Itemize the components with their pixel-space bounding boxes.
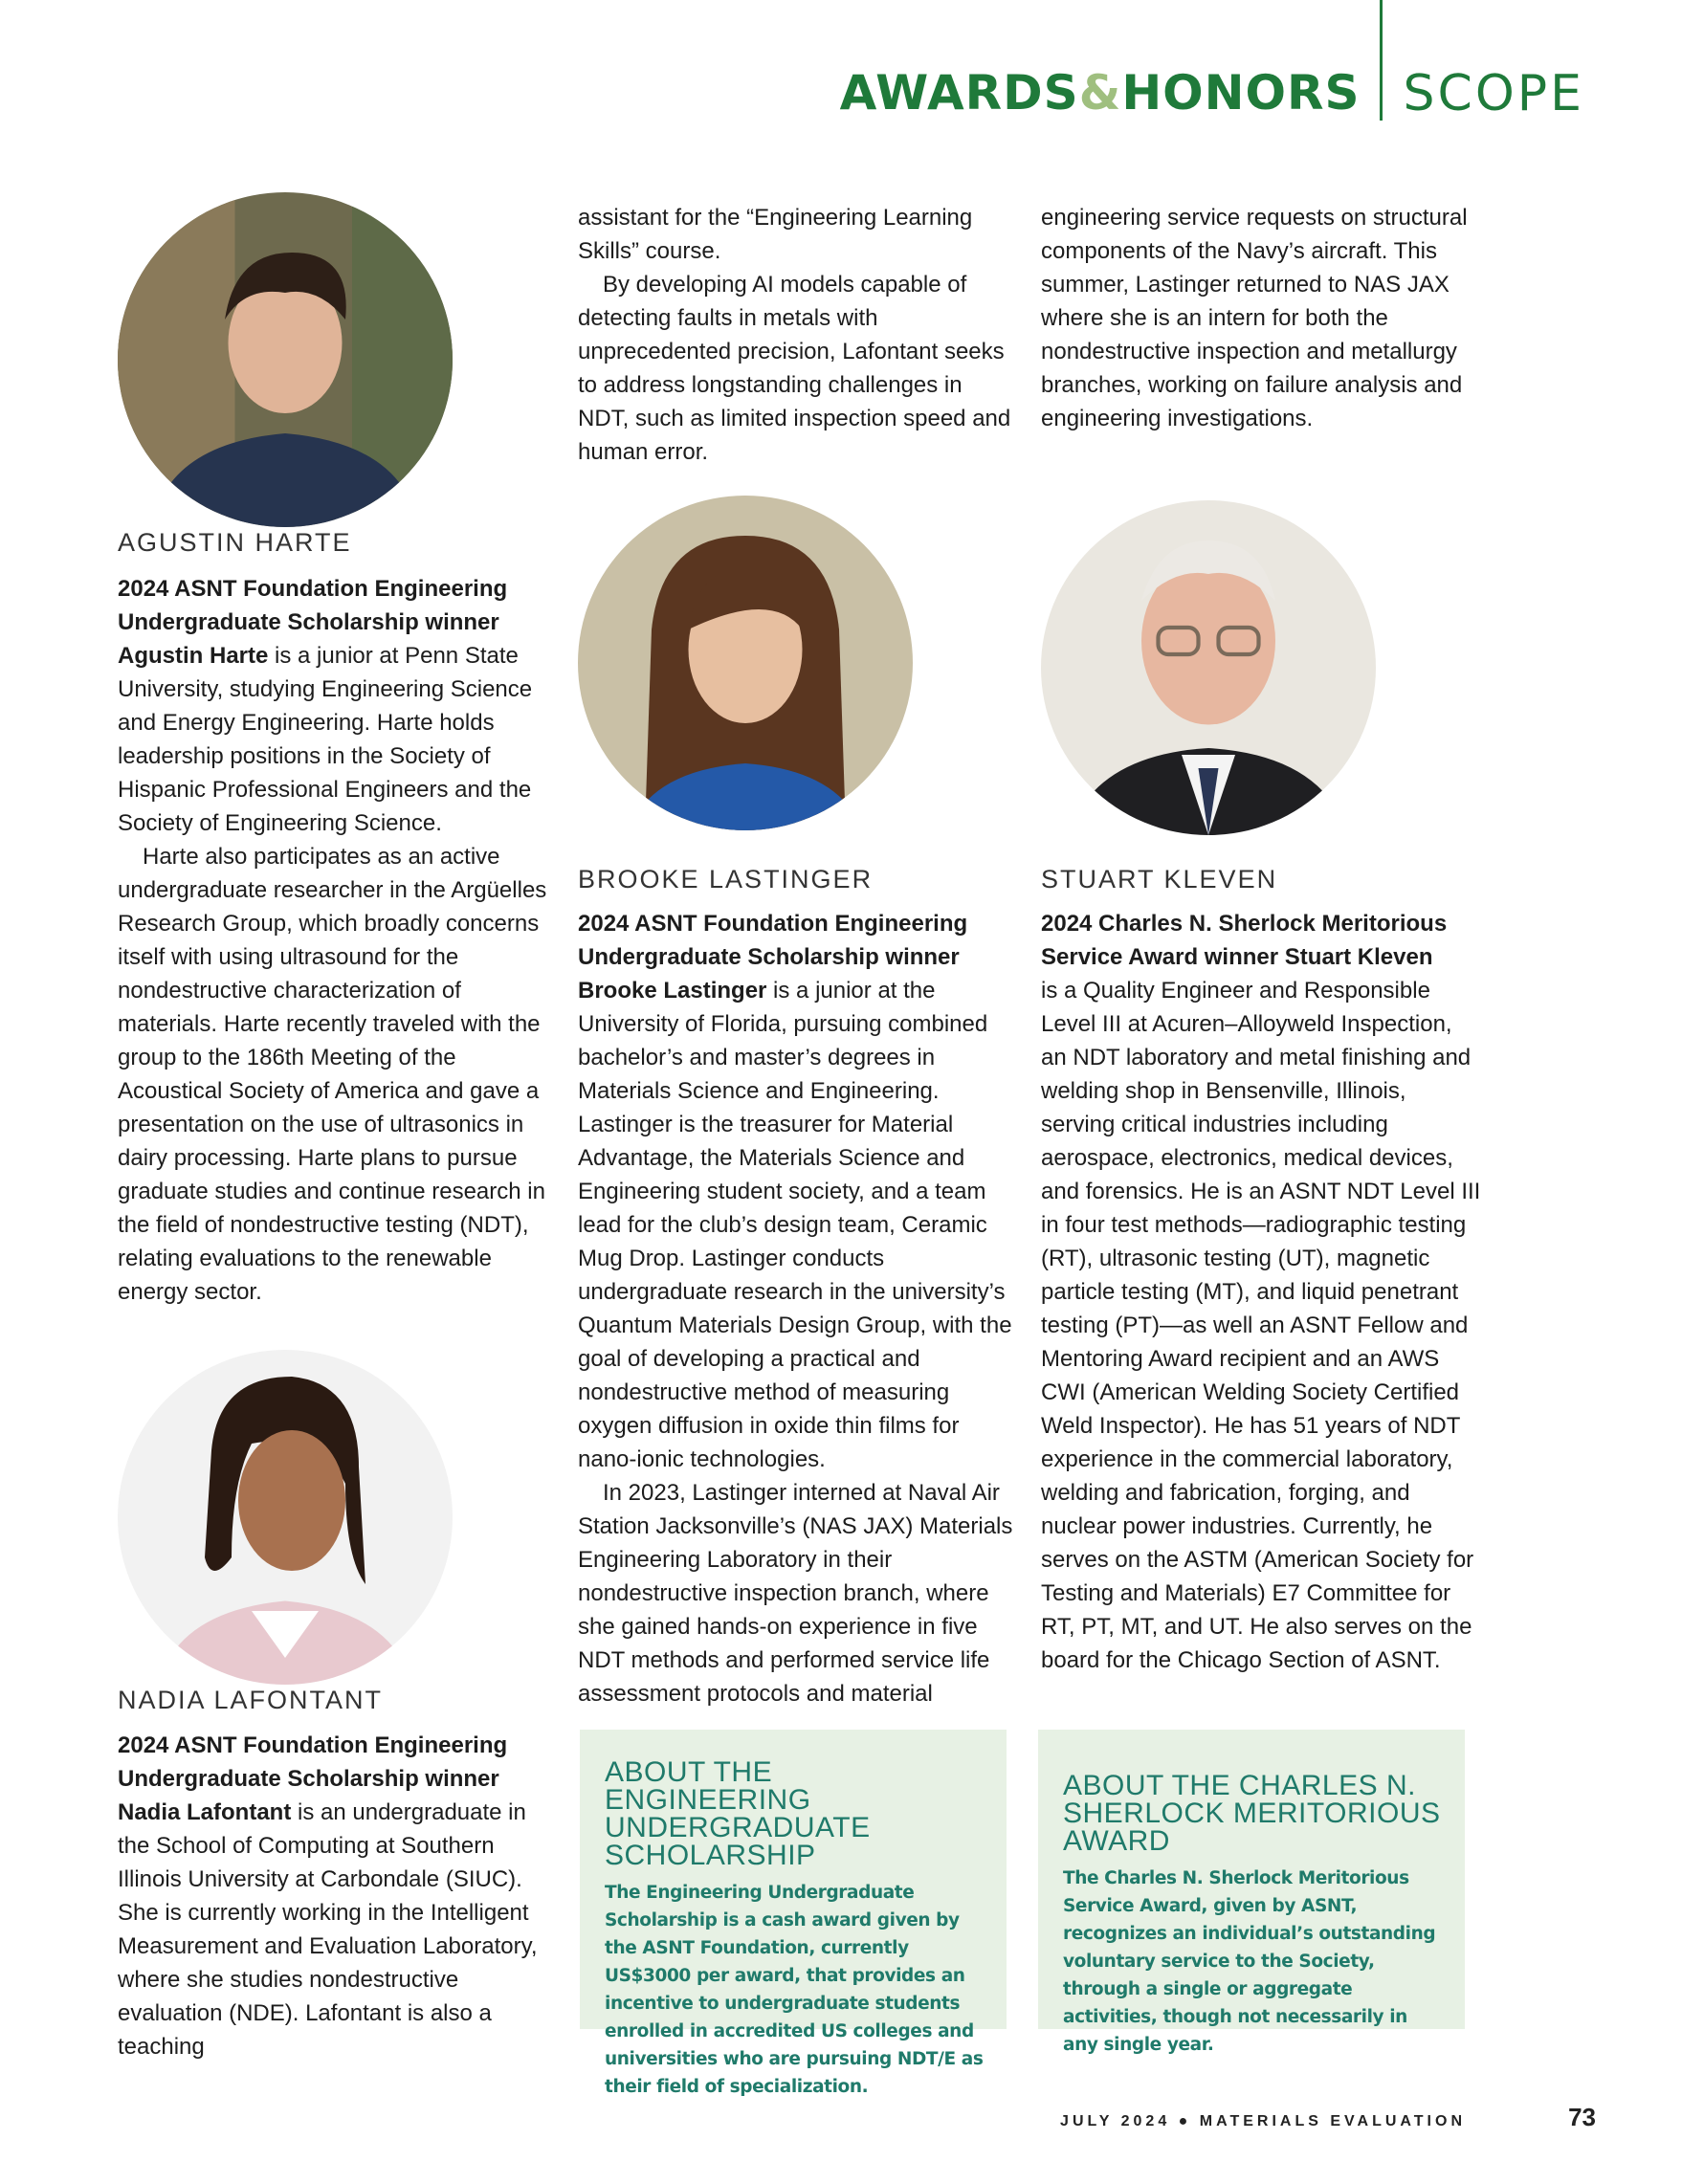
nadia-lafontant-name: NADIA LAFONTANT [118,1686,384,1714]
brooke-lastinger-paragraph-1-text: is a junior at the University of Florida, pursuing combined bachelor’s and master’s degrees in Materials Science and Engineering. Lastinger is the treasurer for Material Advantage, the Materials Science and Engineering student society, and a team lead for the club’s design team, Ceramic Mug Drop. Lastinger conducts undergraduate research in the university’s Quantum Materials Design Group, with the goal of developing a practical and nondestructive method of measuring oxygen diffusion in oxide thin films for nano-ionic technologies. [578,978,1012,1472]
page-header [840,0,1584,121]
stuart-kleven-photo [1041,500,1376,835]
agustin-harte-paragraph-2: Harte also participates as an active undergraduate researcher in the Argüelles Research Group, which broadly concerns itself with using ultrasound for the nondestructive characterization of materials. Harte recently traveled with the group to the 186th Meeting of the Acoustical Society of America and gave a presentation on the use of ultrasonics in dairy processing. Harte plans to pursue graduate studies and continue research in the field of nondestructive testing (NDT), relating evaluations to the renewable energy sector. [118,844,547,1305]
nadia-lafontant-paragraph-1 [118,1796,548,2063]
stuart-kleven-name: STUART KLEVEN [1041,865,1278,893]
footer-issue: JULY 2024 ● MATERIALS EVALUATION [1060,2113,1466,2129]
section-title-amp: & [1078,65,1122,121]
nadia-lafontant-award: 2024 ASNT Foundation Engineering Undergraduate Scholarship winner [118,1732,508,1792]
sidebar-sherlock-award [1038,1730,1465,2055]
brooke-lastinger-paragraph-2: In 2023, Lastinger interned at Naval Air Station Jacksonville’s (NAS JAX) Materials Engineering Laboratory in their nondestructive inspection branch, where she gained hands-on experience in five NDT methods and performed service life assessment protocols and material [578,1480,1013,1707]
agustin-harte-photo [118,192,453,527]
stuart-kleven-paragraph-1: is a Quality Engineer and Responsible Level III at Acuren–Alloyweld Inspection, an NDT laboratory and metal finishing and welding shop in Bensenville, Illinois, serving critical industries including aerospace, electronics, medical devices, and forensics. He is an ASNT NDT Level III in four test methods—radiographic testing (RT), ultrasonic testing (UT), magnetic particle testing (MT), and liquid penetrant testing (PT)—as well an ASNT Fellow and Mentoring Award recipient and an AWS CWI (American Welding Society Certified Weld Inspector). He has 51 years of NDT experience in the commercial laboratory, welding and fabrication, forging, and nuclear power industries. Currently, he serves on the ASTM (American Society for Testing and Materials) E7 Committee for RT, PT, MT, and UT. He also serves on the board for the Chicago Section of ASNT. [1041,978,1481,1673]
sidebar-scholarship [580,1730,1007,2097]
nadia-lafontant-photo [118,1350,453,1685]
header-divider [1380,0,1383,121]
brooke-lastinger-lead-name: Brooke Lastinger [578,978,767,1004]
brooke-lastinger-award: 2024 ASNT Foundation Engineering Undergraduate Scholarship winner [578,911,968,970]
magazine-section-label: SCOPE [1403,65,1584,122]
stuart-kleven-bio [1041,907,1481,1677]
nadia-lafontant-paragraph-1-text: is an undergraduate in the School of Computing at Southern Illinois University at Carbondale (SIUC). She is currently working in the Intelligent Measurement and Evaluation Laboratory, where she studies nondestructive evaluation (NDE). Lafontant is also a teaching [118,1799,538,2060]
column-2-continuation-paragraph-1: assistant for the “Engineering Learning Skills” course. [578,205,973,264]
column-2-continuation-paragraph-2: By developing AI models capable of detecting faults in metals with unprecedented precision, Lafontant seeks to address longstanding challenges in NDT, such as limited inspection speed and human error. [578,272,1011,465]
section-title-part2: HONORS [1121,65,1361,121]
agustin-harte-lead-name: Agustin Harte [118,643,269,669]
section-title [840,65,1361,121]
agustin-harte-paragraph-1-text: is a junior at Penn State University, studying Engineering Science and Energy Engineering. Harte holds leadership positions in the Society of Hispanic Professional Engineers and the Society of Engineering Science. [118,643,533,836]
column-3-continuation-paragraph: engineering service requests on structural components of the Navy’s aircraft. This summer, Lastinger returned to NAS JAX where she is an intern for both the nondestructive inspection and metallurgy branches, working on failure analysis and engineering investigations. [1041,205,1468,431]
sidebar-sherlock-award-body: The Charles N. Sherlock Meritorious Service Award, given by ASNT, recognizes an individual’s outstanding voluntary service to the Society, through a single or aggregate activities, though not necessarily in any single year. [1063,1868,1436,2055]
agustin-harte-award: 2024 ASNT Foundation Engineering Undergraduate Scholarship winner [118,576,508,635]
section-title-part1: AWARDS [839,65,1079,121]
agustin-harte-name: AGUSTIN HARTE [118,528,352,557]
nadia-lafontant-lead-name: Nadia Lafontant [118,1799,292,1825]
agustin-harte-bio [118,572,548,1309]
stuart-kleven-award: 2024 Charles N. Sherlock Meritorious Service Award winner Stuart Kleven [1041,911,1448,970]
page-number: 73 [1568,2103,1596,2131]
brooke-lastinger-name: BROOKE LASTINGER [578,865,874,893]
brooke-lastinger-paragraph-1 [578,974,1013,1476]
brooke-lastinger-bio [578,907,1013,1710]
column-3-continuation [1041,201,1481,435]
brooke-lastinger-photo [578,496,913,830]
sidebar-scholarship-title: ABOUT THE ENGINEERING UNDERGRADUATE SCHOLARSHIP [605,1756,871,1871]
agustin-harte-paragraph-1 [118,639,548,840]
sidebar-scholarship-body: The Engineering Undergraduate Scholarship is a cash award given by the ASNT Foundation, currently US$3000 per award, that provides an incentive to undergraduate students enrolled in accredited US colleges and universities who are pursuing NDT/E as their field of specialization. [605,1883,984,2097]
nadia-lafontant-bio [118,1729,548,2063]
column-2-continuation [578,201,1013,469]
sidebar-sherlock-award-title: ABOUT THE CHARLES N. SHERLOCK MERITORIOUS AWARD [1063,1770,1441,1857]
